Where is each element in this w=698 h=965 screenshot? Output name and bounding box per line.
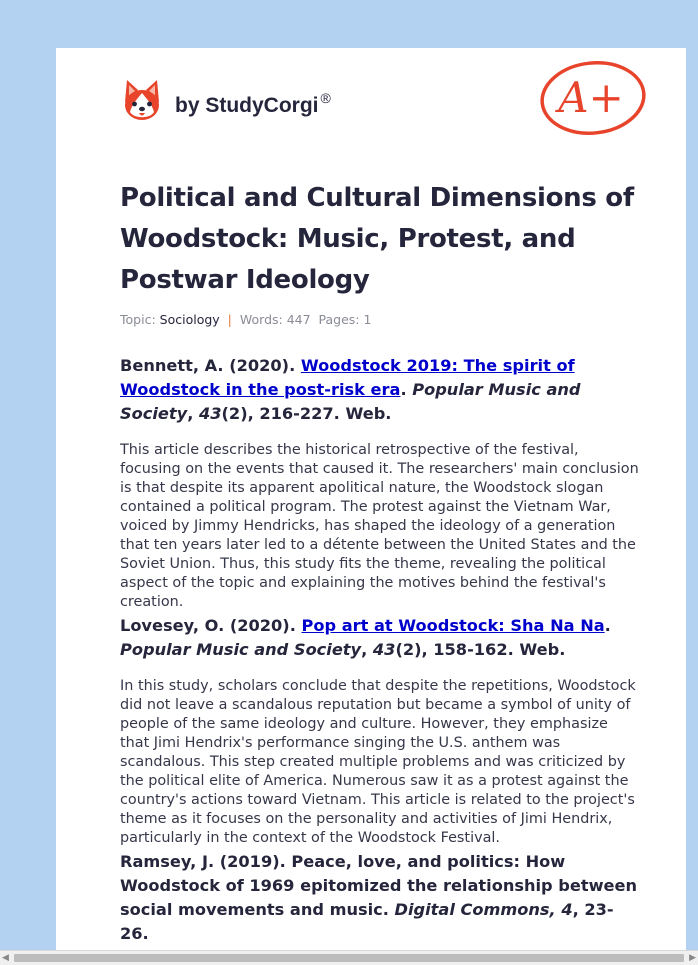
reference-author: Bennett, A. (2020). <box>120 356 301 375</box>
meta-separator: | <box>227 312 232 327</box>
document-page <box>56 48 686 954</box>
brand-text: by StudyCorgi <box>175 94 319 117</box>
reference-volume: 43 <box>372 640 396 659</box>
reference-entry <box>120 354 640 426</box>
registered-mark: ® <box>320 90 331 106</box>
reference-pages: (2), 216-227. Web. <box>221 404 392 423</box>
reference-punct: , <box>187 404 199 423</box>
reference-entry <box>120 614 640 662</box>
reference-journal: Popular Music and Society <box>120 380 581 423</box>
reference-list <box>120 354 640 946</box>
word-count: Words: 447 <box>239 312 311 327</box>
reference-summary: In this study, scholars conclude that despite the repetitions, Woodstock did not leave a scandalous reputation but became a symbol of unity of people of the same ideology and culture. However, they emphasize that Jimi Hendrix's performance singing the U.S. anthem was scandalous. This step created multiple problems and was criticized by the political elite of America. Numerous saw it as a protest against the country's actions toward Vietnam. This article is related to the project's theme as it focuses on the personality and activities of Jimi Hendrix, particularly in the context of the Woodstock Festival. <box>120 678 636 846</box>
horizontal-scrollbar[interactable] <box>0 950 698 965</box>
brand-name[interactable] <box>175 90 331 118</box>
scroll-left-icon[interactable]: ◀ <box>2 953 9 963</box>
grade-stamp <box>537 58 649 138</box>
reference-summary: This article describes the historical retrospective of the festival, focusing on the events that caused it. The researchers' main conclusion is that despite its apparent apolitical nature, the Woodstock slogan contained a political program. The protest against the Vietnam War, voiced by Jimmy Hendricks, has shaped the ideology of a generation that ten years later led to a détente between the United States and the Soviet Union. Thus, this study fits the theme, revealing the political aspect of the topic and explaining the motives behind the festival's creation. <box>120 442 639 610</box>
topic-link[interactable]: Sociology <box>159 312 220 327</box>
corgi-icon <box>122 78 162 124</box>
page-count: Pages: 1 <box>318 312 372 327</box>
reference-author: Ramsey, J. (2019). Peace, love, and politics: How Woodstock of 1969 epitomized the relationship between social movements and music. <box>120 852 638 919</box>
reference-author: Lovesey, O. (2020). <box>120 616 302 635</box>
reference-entry <box>120 850 640 946</box>
reference-link[interactable]: Pop art at Woodstock: Sha Na Na <box>301 616 605 635</box>
document-meta <box>120 312 371 327</box>
reference-punct: . <box>400 380 413 399</box>
reference-journal: Popular Music and Society <box>120 640 362 659</box>
reference-journal: Digital Commons, 4 <box>394 900 573 919</box>
reference-punct: . <box>604 616 611 635</box>
page-title: Political and Cultural Dimensions of Woodstock: Music, Protest, and Postwar Ideology <box>120 183 634 295</box>
reference-link[interactable]: Woodstock 2019: The spirit of Woodstock in the post-risk era <box>120 356 575 399</box>
reference-punct: , <box>361 640 373 659</box>
reference-pages: (2), 158-162. Web. <box>395 640 566 659</box>
grade-text: A+ <box>558 73 624 122</box>
scrollbar-thumb[interactable] <box>14 954 684 962</box>
scroll-right-icon[interactable]: ▶ <box>689 953 696 963</box>
reference-volume: 43 <box>199 404 222 423</box>
topic-label: Topic: <box>120 312 156 327</box>
reference-pages: , 23-26. <box>120 900 614 943</box>
